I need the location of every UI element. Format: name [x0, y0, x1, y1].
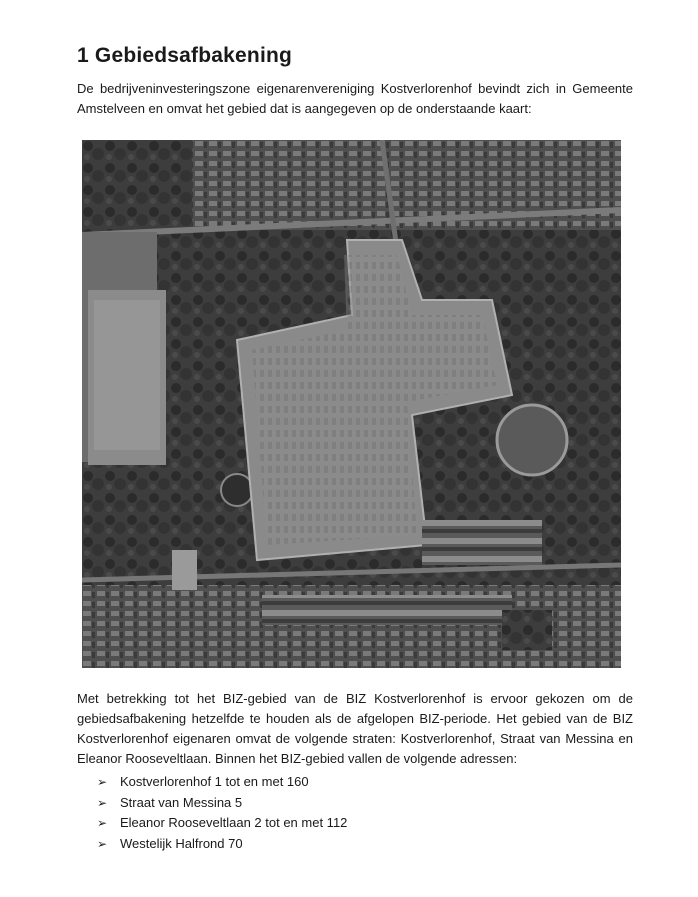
aerial-map-image — [82, 140, 621, 668]
arrowhead-bullet-icon: ➢ — [97, 775, 108, 789]
arrowhead-bullet-icon: ➢ — [97, 816, 108, 830]
list-item — [97, 834, 347, 855]
address-text: Kostverlorenhof 1 tot en met 160 — [120, 774, 309, 789]
address-text: Straat van Messina 5 — [120, 794, 243, 810]
arrowhead-bullet-icon: ➢ — [97, 795, 108, 810]
list-item — [97, 813, 347, 834]
address-list — [97, 772, 347, 854]
list-item — [97, 793, 347, 814]
address-text: Eleanor Rooseveltlaan 2 tot en met 112 — [120, 815, 348, 830]
arrowhead-bullet-icon: ➢ — [97, 836, 108, 851]
outro-paragraph: Met betrekking tot het BIZ-gebied van de BIZ Kostverlorenhof is ervoor gekozen om de gebiedsafbakening hetzelfde te houden als de afgelopen BIZ-periode. Het gebied van de BIZ Kostverlorenhof eigenaren omvat de volgende straten: Kostverlorenhof, Straat van Messina en Eleanor Rooseveltlaan. Binnen het BIZ-gebied vallen de volgende adressen: — [77, 691, 633, 766]
address-text: Westelijk Halfrond 70 — [120, 835, 243, 851]
section-heading: 1 Gebiedsafbakening — [77, 44, 293, 67]
intro-paragraph: De bedrijveninvesteringszone eigenarenvereniging Kostverlorenhof bevindt zich in Gemeente Amstelveen en omvat het gebied dat is aangegeven op de onderstaande kaart: — [77, 81, 633, 116]
list-item — [97, 772, 347, 793]
aerial-map — [82, 140, 621, 668]
